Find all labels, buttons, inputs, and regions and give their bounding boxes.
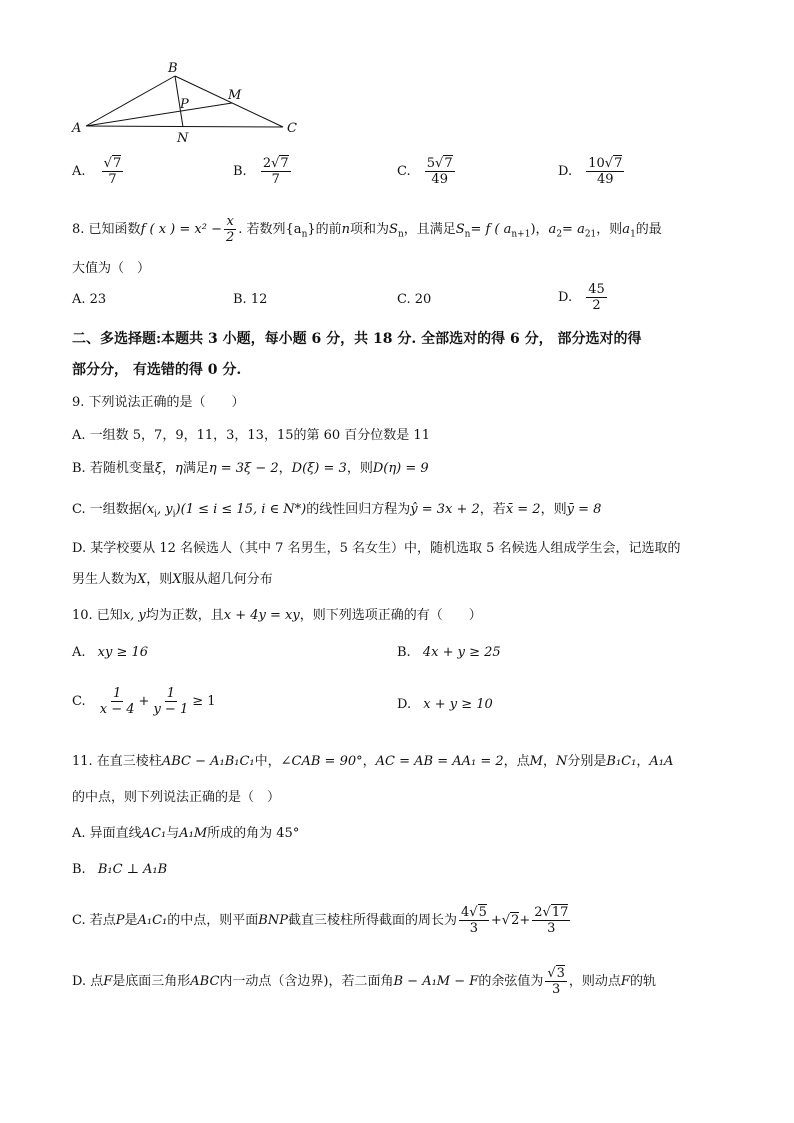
q10-option-a[interactable] [72,645,148,660]
edge-ac [86,126,283,127]
formula: D(ξ) = 3 [291,461,347,476]
formula: AC = AB = AA₁ = 2 [375,754,504,769]
q9-option-a[interactable]: A. 一组数 5，7，9，11，3，13，15的第 60 百分位数是 11 [72,428,430,443]
stem-text: 分别是 [567,754,607,769]
option-text: 与 [166,826,180,841]
option-letter: D. [558,164,573,179]
option-text: ，则 [346,461,373,476]
stem-text: 10. 已知 [72,608,123,623]
denominator: 3 [469,921,479,936]
q11-option-c[interactable]: C. 若点P是A₁C₁的中点，则平面BNP截直三棱柱所得截面的周长为 $\frac{4√5}{3}$ +√2+ $\frac{2√17}{3}$ [72,905,569,936]
q8-stem-line1 [72,214,662,245]
denominator: 7 [108,172,117,187]
option-letter: B. [397,645,411,660]
stem-text: ， [362,754,376,769]
subscript: n [301,229,308,240]
expr: = a [562,222,585,237]
q10-option-b[interactable] [397,645,501,660]
option-letter: A. [72,164,86,179]
variable: X [172,572,182,587]
denominator: 2 [592,298,601,313]
option-text: 所成的角为 45° [207,826,300,841]
subscript: n+1 [511,229,531,240]
radicand: 17 [551,905,569,920]
option-text: 男生人数为 [72,572,138,587]
subscript: i [172,509,176,520]
option-letter: B. [233,164,247,179]
q8-option-b[interactable]: B. 12 [233,292,268,307]
q9-option-d-line2 [72,568,273,587]
coefficient: 2 [534,905,543,920]
fraction: $\frac{√7}{7}$ [103,156,122,187]
q10-option-c[interactable] [72,686,216,717]
fraction [586,282,607,313]
fraction: $\frac{2√7}{7}$ [262,156,289,187]
option-letter: D. [397,697,412,712]
formula: A₁A [649,754,674,769]
option-text: 的中点，则平面 [167,913,259,928]
formula: x̄ = 2 [505,502,541,517]
q9-option-c[interactable] [72,498,601,520]
q7-option-a[interactable] [72,156,125,187]
q7-option-d[interactable] [558,156,626,187]
formula: )(1 ≤ i ≤ 15, i ∈ N*) [175,502,307,517]
denominator: 3 [551,982,561,997]
variable: F [103,974,113,989]
stem-text: )， [530,222,549,237]
q8-option-c[interactable]: C. 20 [397,292,432,307]
variable: N [556,754,568,769]
fraction [151,686,190,717]
q8-option-a[interactable]: A. 23 [72,292,107,307]
option-text: 的余弦值为 [478,974,544,989]
option-letter: C. [397,164,411,179]
radicand: 7 [444,156,453,171]
formula: η = 3ξ − 2 [208,461,279,476]
variable: η [175,461,183,476]
coefficient: 4 [461,905,470,920]
q11-option-a[interactable] [72,822,299,841]
radicand: 7 [280,156,289,171]
formula: , y [157,502,173,517]
denominator: y − 1 [153,702,189,717]
variable: x, y [122,608,146,623]
variable: S [455,222,465,237]
subscript: 2 [556,229,563,240]
variable: S [389,222,398,237]
stem-text: 的最 [635,222,662,237]
option-letter: B. [72,862,86,877]
formula: D(η) = 9 [372,461,429,476]
variable: F [620,974,630,989]
stem-text: 11. 在直三棱柱 [72,754,162,769]
stem-text: ， [542,754,556,769]
variable: P [115,913,125,928]
numerator: 45 [588,282,605,297]
label-m: M [228,88,242,103]
label-c: C [287,121,297,136]
fraction: $\frac{5√7}{49}$ [426,156,453,187]
denominator: 7 [271,172,280,187]
radicand: 3 [556,966,565,981]
formula: B₁C ⊥ A₁B [97,862,168,877]
subscript: 21 [584,229,597,240]
option-text: ，若 [479,502,506,517]
option-letter: A. [72,645,86,660]
fraction: $\frac{4√5}{3}$ [461,905,487,936]
formula: AC₁ [141,826,167,841]
option-text: C. 若点 [72,913,116,928]
subscript: n [397,229,404,240]
option-text: C. 一组数据 [72,502,142,517]
label-n: N [177,131,189,146]
section-heading-line1: 二、多选择题:本题共 3 小题，每小题 6 分，共 18 分. 全部选对的得 6 分， 部分选对的得 [72,331,642,347]
stem-text: 中， [254,754,281,769]
coefficient: 2 [262,156,272,171]
stem-text: 项和为 [350,222,390,237]
section-heading-line2: 部分分， 有选错的得 0 分. [72,362,242,378]
stem-text: }的前 [307,222,342,237]
q9-option-d-line1[interactable]: D. 某学校要从 12 名候选人（其中 7 名男生，5 名女生）中，随机选取 5 名候选人组成学生会，记选取的 [72,541,681,556]
stem-text: 已知函数 [88,222,141,237]
coefficient: 10 [588,156,605,171]
q8-option-d[interactable] [558,282,609,313]
q11-option-d[interactable] [72,966,656,997]
fraction [224,214,236,245]
stem-text: 均为正数，且 [145,608,224,623]
coefficient: 5 [426,156,436,171]
option-letter: D. [558,290,573,305]
formula: BNP [258,913,288,928]
formula: 4x + y ≥ 25 [422,645,501,660]
subscript: 1 [630,229,636,240]
formula: ABC [190,974,220,989]
formula: B₁C₁ [606,754,637,769]
radicand: 7 [112,156,122,171]
fraction: $\frac{10√7}{49}$ [588,156,623,187]
option-text: ，则 [146,572,173,587]
fraction [98,686,137,717]
formula: A₁M [179,826,208,841]
operator: + [490,913,502,928]
operator: + [519,913,531,928]
option-text: 的轨 [629,974,656,989]
stem-text: . 若数列{a [238,222,302,237]
q9-option-b[interactable] [72,457,429,476]
denominator: 49 [431,172,448,187]
expr: = f ( a [470,222,512,237]
formula: B − A₁M − F [393,974,479,989]
option-letter: C. [72,694,86,709]
label-b: B [168,61,178,76]
fraction: $\frac{√3}{3}$ [547,966,565,997]
subscript: i [154,509,158,520]
variable: a [622,222,631,237]
stem-text: ， [636,754,650,769]
option-text: B. 若随机变量 [72,461,155,476]
formula: (x [141,502,155,517]
option-text: 服从超几何分布 [181,572,273,587]
option-text: 是 [124,913,138,928]
variable: ξ [154,461,162,476]
variable: n [341,222,351,237]
label-p: P [180,97,189,112]
fraction: $\frac{2√17}{3}$ [534,905,569,936]
option-text: A. 异面直线 [72,826,142,841]
q11-stem-line2: 的中点，则下列说法正确的是（ ） [72,790,281,805]
formula: x + 4y = xy [223,608,300,623]
numerator: 1 [166,686,175,701]
option-text: ， [278,461,292,476]
variable: X [137,572,147,587]
option-text: 是底面三角形 [112,974,191,989]
option-text: ， [162,461,176,476]
option-text: 的线性回归方程为 [306,502,411,517]
formula: ȳ = 8 [566,502,602,517]
segment-am [86,103,232,126]
function-expr: f ( x ) = x² − [140,222,222,237]
formula: ∠CAB = 90° [280,754,363,769]
stem-text: ，且满足 [403,222,456,237]
denominator: x − 4 [99,702,135,717]
variable: a [548,222,557,237]
denominator: 3 [547,921,556,936]
stem-text: ，则 [596,222,623,237]
option-text: ，则动点 [568,974,621,989]
formula: x + y ≥ 10 [423,697,493,712]
formula: A₁C₁ [137,913,168,928]
option-text: D. 点 [72,974,104,989]
denominator: 2 [225,230,235,245]
option-text: 截直三棱柱所得截面的周长为 [287,913,457,928]
formula: ŷ = 3x + 2 [410,502,480,517]
q7-option-b[interactable] [233,156,293,187]
denominator: 49 [597,172,614,187]
formula: ABC − A₁B₁C₁ [161,754,255,769]
q11-option-b[interactable] [72,862,167,877]
formula: ≥ 1 [192,694,216,709]
label-a: A [72,121,82,136]
radicand: 5 [478,905,487,920]
q7-option-c[interactable] [397,156,457,187]
q9-stem: 9. 下列说法正确的是（ ） [72,395,245,410]
variable: M [529,754,543,769]
q10-stem [72,604,482,623]
stem-text: ，则下列选项正确的有（ ） [299,608,482,623]
operator: + [138,694,150,709]
radicand: 7 [614,156,623,171]
q11-stem-line1 [72,750,673,769]
numerator: x [226,214,234,229]
numerator: 1 [113,686,122,701]
formula: xy ≥ 16 [97,645,149,660]
question-number: 8. [72,222,85,237]
q8-stem-line2: 大值为（ ） [72,261,151,276]
option-text: 内一动点（含边界)，若二面角 [219,974,394,989]
stem-text: ，点 [503,754,530,769]
option-text: ，则 [540,502,567,517]
radicand: 2 [511,913,520,928]
subscript: n [464,229,471,240]
q10-option-d[interactable] [397,697,493,712]
triangle-figure [66,56,306,148]
option-text: 满足 [182,461,209,476]
